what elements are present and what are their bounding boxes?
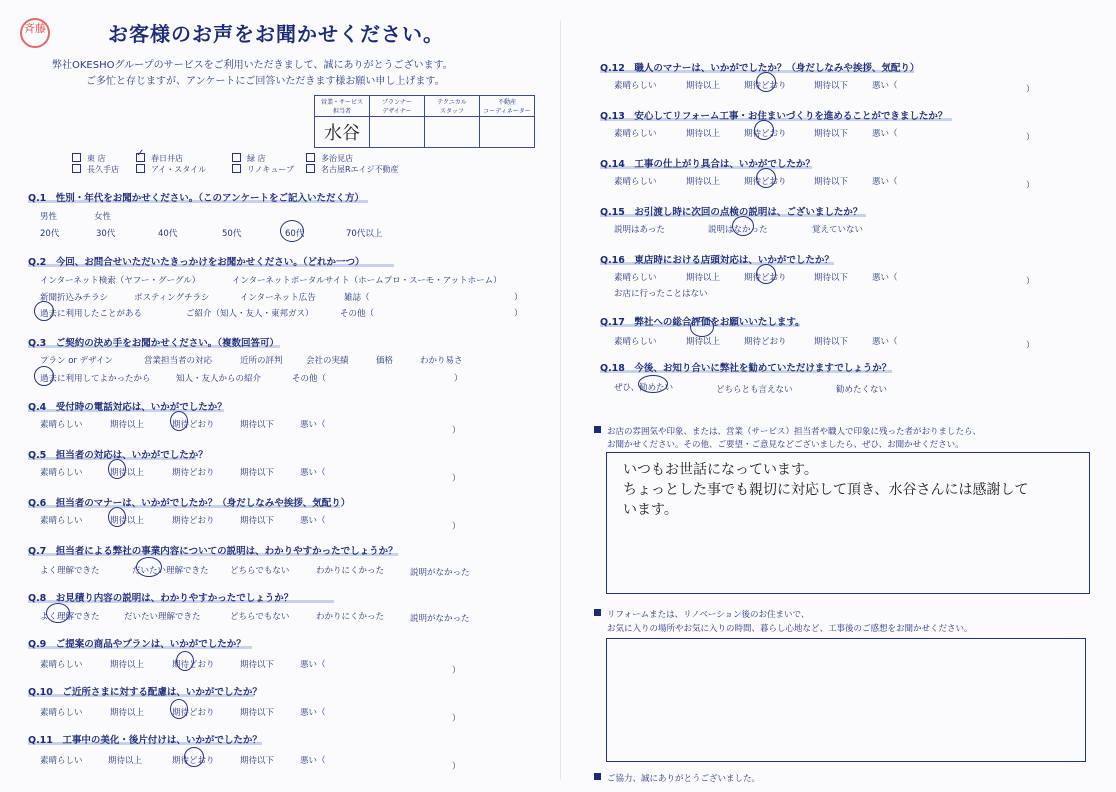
q3-option[interactable]: プラン or デザイン xyxy=(40,356,114,366)
selection-circle xyxy=(280,220,304,242)
q11-option-selected[interactable]: 期待どおり xyxy=(172,756,215,766)
q2-label: Q.2 今回、お問合せいただいたきっかけをお聞かせください。（どれか一つ） xyxy=(28,257,365,268)
q13-option[interactable]: 期待以上 xyxy=(686,129,721,139)
q10-option[interactable]: 期待以下 xyxy=(240,708,275,718)
q1-age[interactable]: 40代 xyxy=(158,229,178,239)
selection-circle xyxy=(170,411,188,431)
q9-option-bad[interactable]: 悪い（ xyxy=(300,660,326,670)
checkbox-icon xyxy=(306,153,315,162)
q11-option[interactable]: 期待以下 xyxy=(240,756,275,766)
comment1-handwritten-line-3: います。 xyxy=(623,502,678,518)
q2-option-selected[interactable]: 過去に利用したことがある xyxy=(40,309,143,319)
q4-option-bad[interactable]: 悪い（ xyxy=(300,420,326,430)
q14-option[interactable]: 素晴らしい xyxy=(614,177,657,187)
q8-option-selected[interactable]: よく理解できた xyxy=(40,612,100,622)
q7-option[interactable]: わかりにくかった xyxy=(316,566,385,576)
q4-option[interactable]: 期待以下 xyxy=(240,420,275,430)
q14-label: Q.14 工事の仕上がり具合は、いかがでしたか？ xyxy=(600,159,815,170)
q5-option[interactable]: 素晴らしい xyxy=(40,468,83,478)
q10-option-selected[interactable]: 期待どおり xyxy=(172,708,215,718)
column-divider xyxy=(560,20,561,780)
q13-option-bad[interactable]: 悪い（ xyxy=(872,129,898,139)
q3-paren-close: ） xyxy=(454,374,463,384)
selection-circle xyxy=(756,72,776,92)
selection-circle xyxy=(754,120,774,140)
q5-option[interactable]: 期待以下 xyxy=(240,468,275,478)
q12-option[interactable]: 期待以下 xyxy=(814,81,849,91)
q1-age[interactable]: 70代以上 xyxy=(346,229,383,239)
q17-option[interactable]: 素晴らしい xyxy=(614,337,657,347)
q11-option[interactable]: 期待以上 xyxy=(108,756,143,766)
q3-option[interactable]: わかり易さ xyxy=(420,356,463,366)
seal-stamp: 斉藤 xyxy=(20,18,50,48)
q17-label: Q.17 弊社への総合評価をお願いいたします。 xyxy=(600,317,805,328)
selection-circle xyxy=(638,375,668,393)
selection-circle xyxy=(732,216,754,236)
q2-option-other[interactable]: その他（ xyxy=(340,309,375,319)
q12-option-bad[interactable]: 悪い（ xyxy=(872,81,898,91)
q16-extra-option[interactable]: お店に行ったことはない xyxy=(614,289,708,299)
q17-option[interactable]: 期待以下 xyxy=(814,337,849,347)
q13-option[interactable]: 期待以下 xyxy=(814,129,849,139)
q6-option[interactable]: 期待以下 xyxy=(240,516,275,526)
q4-option-selected[interactable]: 期待どおり xyxy=(172,420,215,430)
q3-option[interactable]: 営業担当者の対応 xyxy=(144,356,213,366)
q14-paren-close: ） xyxy=(1026,181,1035,191)
staff-planner-name[interactable] xyxy=(370,117,425,148)
q17-option[interactable]: 期待どおり xyxy=(744,337,787,347)
q12-paren-close: ） xyxy=(1026,85,1035,95)
q1-gender-female[interactable]: 女性 xyxy=(94,212,112,222)
intro-line-2: ご多忙と存じますが、アンケートにご回答いただきます様お願い申し上げます。 xyxy=(86,76,445,87)
comment2-prompt-1: リフォームまたは、リノベーション後のお住まいで、 xyxy=(594,608,809,620)
checkbox-icon xyxy=(306,164,315,173)
q6-option[interactable]: 素晴らしい xyxy=(40,516,83,526)
q16-option[interactable]: 期待以下 xyxy=(814,273,849,283)
q17-option-selected[interactable]: 期待以上 xyxy=(686,337,721,347)
q8-option[interactable]: わかりにくかった xyxy=(316,612,385,622)
q11-option[interactable]: 素晴らしい xyxy=(40,756,83,766)
selection-circle xyxy=(108,507,126,527)
q13-option-selected[interactable]: 期待どおり xyxy=(744,129,787,139)
q6-option-bad[interactable]: 悪い（ xyxy=(300,516,326,526)
q7-label: Q.7 担当者による弊社の事業内容についての説明は、わかりやすかったでしょうか？ xyxy=(28,546,398,557)
page-title: お客様のお声をお聞かせください。 xyxy=(108,22,444,46)
store-option[interactable]: アイ・スタイル xyxy=(136,164,206,175)
checkmark-icon: ✓ xyxy=(136,148,145,159)
q18-option[interactable]: どちらとも言えない xyxy=(716,385,793,395)
q8-option[interactable]: どちらでもない xyxy=(230,612,290,622)
q15-label: Q.15 お引渡し時に次回の点検の説明は、ございましたか？ xyxy=(600,207,863,218)
q11-paren-close: ） xyxy=(452,762,461,772)
q4-option[interactable]: 期待以上 xyxy=(110,420,145,430)
intro-line-1: 弊社OKESHOグループのサービスをご利用いただきまして、誠にありがとうございます。 xyxy=(52,60,453,71)
selection-circle xyxy=(756,264,776,284)
sales-name-handwritten: 水谷 xyxy=(324,123,360,144)
q3-option[interactable]: 価格 xyxy=(376,356,394,366)
q2-option[interactable]: インターネット検索（ヤフー・グーグル） xyxy=(40,276,201,286)
q12-option[interactable]: 素晴らしい xyxy=(614,81,657,91)
q14-option[interactable]: 期待以上 xyxy=(686,177,721,187)
q3-label: Q.3 ご契約の決め手をお聞かせください。（複数回答可） xyxy=(28,338,280,349)
q18-option[interactable]: 勧めたくない xyxy=(836,385,888,395)
selection-circle xyxy=(176,651,194,671)
comment1-prompt-1: お店の雰囲気や印象、または、営業（サービス）担当者や職人で印象に残った者がおりましたら、 xyxy=(594,425,981,437)
staff-header-sales: 営業・サービス 担当者 xyxy=(315,96,370,117)
staff-sales-name[interactable] xyxy=(315,117,370,148)
q16-paren-close: ） xyxy=(1026,277,1035,287)
comment1-handwritten-line-2: ちょっとした事でも親切に対応して頂き、水谷さんには感謝して xyxy=(623,482,1029,498)
q9-paren-close: ） xyxy=(452,666,461,676)
q13-paren-close: ） xyxy=(1026,133,1035,143)
store-option[interactable]: 長久手店 xyxy=(72,164,119,175)
staff-header-realestate: 不動産 コーディネーター xyxy=(480,96,535,117)
q15-option-selected[interactable]: 説明はなかった xyxy=(708,225,768,235)
q17-option-bad[interactable]: 悪い（ xyxy=(872,337,898,347)
q16-label: Q.16 東店時における店頭対応は、いかがでしたか？ xyxy=(600,255,834,266)
q1-gender-male[interactable]: 男性 xyxy=(40,212,58,222)
q9-option[interactable]: 期待以下 xyxy=(240,660,275,670)
q5-label: Q.5 担当者の対応は、いかがでしたか？ xyxy=(28,450,208,461)
selection-circle xyxy=(46,603,70,623)
store-option[interactable]: 名古屋Rエイジ不動産 xyxy=(306,164,399,175)
staff-realestate-name[interactable] xyxy=(480,117,535,148)
q2-option-other[interactable]: 雑誌（ xyxy=(344,293,370,303)
comment1-handwritten-line-1: いつもお世話になっています。 xyxy=(623,462,818,478)
q2-paren-close: ） xyxy=(514,293,523,303)
selection-circle xyxy=(136,557,162,577)
q2-option[interactable]: インターネットポータルサイト（ホームプロ・スーモ・アットホーム） xyxy=(232,276,502,286)
selection-circle xyxy=(184,747,204,767)
q7-option[interactable]: よく理解できた xyxy=(40,566,100,576)
q5-option-selected[interactable]: 期待以上 xyxy=(110,468,145,478)
q5-paren-close: ） xyxy=(452,474,461,484)
checkbox-icon xyxy=(136,164,145,173)
checkbox-icon xyxy=(232,164,241,173)
q7-option[interactable]: 説明がなかった xyxy=(410,568,470,578)
staff-table xyxy=(314,95,535,148)
q14-option-bad[interactable]: 悪い（ xyxy=(872,177,898,187)
q12-label: Q.12 職人のマナーは、いかがでしたか？（身だしなみや挨拶、気配り） xyxy=(600,63,920,74)
q12-option-selected[interactable]: 期待どおり xyxy=(744,81,787,91)
q10-option-bad[interactable]: 悪い（ xyxy=(300,708,326,718)
q10-option[interactable]: 素晴らしい xyxy=(40,708,83,718)
q3-option-other[interactable]: その他（ xyxy=(292,374,327,384)
comment1-textarea[interactable] xyxy=(606,452,1090,594)
q8-option[interactable]: 説明がなかった xyxy=(410,614,470,624)
q16-option-selected[interactable]: 期待どおり xyxy=(744,273,787,283)
store-option[interactable]: 多治見店 xyxy=(306,153,353,164)
q1-age[interactable]: 30代 xyxy=(96,229,116,239)
staff-header-planner: プランナー デザイナー xyxy=(370,96,425,117)
q15-option[interactable]: 覚えていない xyxy=(812,225,864,235)
q14-option-selected[interactable]: 期待どおり xyxy=(744,177,787,187)
q10-paren-close: ） xyxy=(452,714,461,724)
staff-header-technical: テクニカル スタッフ xyxy=(425,96,480,117)
q2-option[interactable]: ポスティングチラシ xyxy=(134,293,210,303)
q9-option[interactable]: 素晴らしい xyxy=(40,660,83,670)
closing-message: ご協力、誠にありがとうございました。 xyxy=(594,772,760,784)
q4-label: Q.4 受付時の電話対応は、いかがでしたか？ xyxy=(28,402,227,413)
q8-option[interactable]: だいたい理解できた xyxy=(124,612,201,622)
q3-option-selected[interactable]: 過去に利用してよかったから xyxy=(40,374,151,384)
checkbox-icon xyxy=(72,153,81,162)
selection-circle xyxy=(34,366,54,386)
comment2-prompt-2: お気に入りの場所やお気に入りの時間、暮らし心地など、工事後のご感想をお聞かせください。 xyxy=(607,624,973,634)
q18-option-selected[interactable]: ぜひ、勧めたい xyxy=(614,383,674,393)
q7-option[interactable]: どちらでもない xyxy=(230,566,290,576)
q2-option[interactable]: インターネット広告 xyxy=(240,293,316,303)
q16-option-bad[interactable]: 悪い（ xyxy=(872,273,898,283)
q16-option[interactable]: 素晴らしい xyxy=(614,273,657,283)
q18-label: Q.18 今後、お知り合いに弊社を勧めていただけますでしょうか？ xyxy=(600,363,892,374)
q11-label: Q.11 工事中の美化・後片付けは、いかがでしたか？ xyxy=(28,735,262,746)
checkbox-icon xyxy=(72,164,81,173)
q6-option-selected[interactable]: 期待以上 xyxy=(110,516,145,526)
q10-option[interactable]: 期待以上 xyxy=(110,708,145,718)
q1-age[interactable]: 20代 xyxy=(40,229,60,239)
bullet-square-icon xyxy=(594,773,601,780)
q16-option[interactable]: 期待以上 xyxy=(686,273,721,283)
q4-option[interactable]: 素晴らしい xyxy=(40,420,83,430)
q5-option[interactable]: 期待どおり xyxy=(172,468,215,478)
staff-technical-name[interactable] xyxy=(425,117,480,148)
q15-option[interactable]: 説明はあった xyxy=(614,225,665,235)
q17-paren-close: ） xyxy=(1026,341,1035,351)
q2-paren-close: ） xyxy=(514,309,523,319)
selection-circle xyxy=(690,317,714,337)
bullet-square-icon xyxy=(594,426,601,433)
selection-circle xyxy=(170,699,188,719)
q6-paren-close: ） xyxy=(452,522,461,532)
checkbox-icon xyxy=(232,153,241,162)
q13-label: Q.13 安心してリフォーム工事・お住まいづくりを進めることができましたか？ xyxy=(600,111,948,122)
q6-label: Q.6 担当者のマナーは、いかがでしたか？（身だしなみや挨拶、気配り） xyxy=(28,498,351,509)
q8-label: Q.8 お見積り内容の説明は、わかりやすかったでしょうか？ xyxy=(28,593,294,604)
store-option-checked[interactable]: 春日井店 xyxy=(136,153,183,164)
q5-option-bad[interactable]: 悪い（ xyxy=(300,468,326,478)
q1-age-selected[interactable]: 60代 xyxy=(285,229,305,239)
q9-option-selected[interactable]: 期待どおり xyxy=(172,660,215,670)
bullet-square-icon xyxy=(594,609,601,616)
comment2-textarea[interactable] xyxy=(606,638,1086,762)
q7-option-selected[interactable]: だいたい理解できた xyxy=(132,566,209,576)
q14-option[interactable]: 期待以下 xyxy=(814,177,849,187)
q2-option[interactable]: 新聞折込みチラシ xyxy=(40,293,109,303)
selection-circle xyxy=(34,301,54,321)
comment1-prompt-2: お聞かせください。その他、ご要望・ご意見などございましたら、ぜひ、お聞かせください。 xyxy=(607,440,964,450)
q2-option[interactable]: ご紹介（知人・友人・東邦ガス） xyxy=(186,309,314,319)
store-option[interactable]: 東 店 xyxy=(72,153,106,164)
q1-age[interactable]: 50代 xyxy=(222,229,242,239)
store-option[interactable]: 緑 店 xyxy=(232,153,266,164)
q4-paren-close: ） xyxy=(452,426,461,436)
q3-option[interactable]: 会社の実績 xyxy=(306,356,349,366)
store-option[interactable]: リノキューブ xyxy=(232,164,294,175)
q1-label: Q.1 性別・年代をお聞かせください。（このアンケートをご記入いただく方） xyxy=(28,193,364,204)
q12-option[interactable]: 期待以上 xyxy=(686,81,721,91)
q13-option[interactable]: 素晴らしい xyxy=(614,129,657,139)
selection-circle xyxy=(756,168,776,188)
q9-option[interactable]: 期待以上 xyxy=(110,660,145,670)
q3-option[interactable]: 近所の評判 xyxy=(240,356,283,366)
q11-option-bad[interactable]: 悪い（ xyxy=(300,756,326,766)
q3-option[interactable]: 知人・友人からの紹介 xyxy=(176,374,262,384)
q10-label: Q.10 ご近所さまに対する配慮は、いかがでしたか？ xyxy=(28,687,262,698)
q9-label: Q.9 ご提案の商品やプランは、いかがでしたか？ xyxy=(28,639,246,650)
selection-circle xyxy=(108,459,126,479)
q6-option[interactable]: 期待どおり xyxy=(172,516,215,526)
